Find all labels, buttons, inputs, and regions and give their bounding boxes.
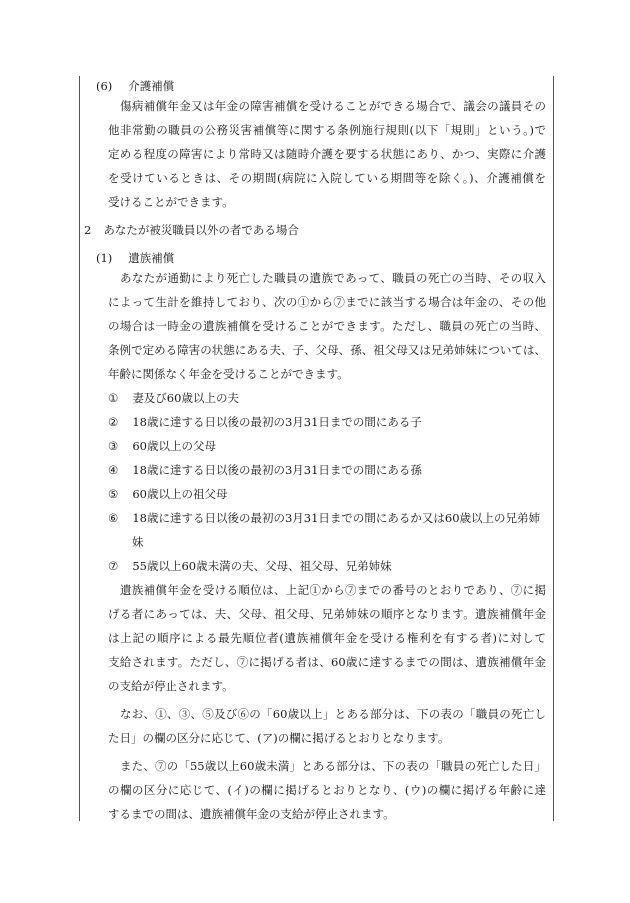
section-6-heading: (6) 介護補償 bbox=[96, 79, 175, 93]
section-1-line: によって生計を維持しており、次の①から⑦までに該当する場合は年金の、その他 bbox=[108, 295, 546, 309]
note2-line: の欄の区分に応じて、(イ)の欄に掲げるとおりとなり、(ウ)の欄に掲げる年齢に達 bbox=[108, 783, 546, 797]
order-paragraph-line: 支給されます。ただし、⑦に掲げる者は、60歳に達するまでの間は、遺族補償年金 bbox=[108, 655, 546, 669]
section-6-line: を受けているときは、その期間(病院に入院している期間等を除く。)、介護補償を bbox=[108, 171, 546, 185]
note2-line: また、⑦の「55歳以上60歳未満」とある部分は、下の表の「職員の死亡した日」 bbox=[120, 759, 546, 773]
list-item: ③ 60歳以上の父母 bbox=[108, 439, 216, 453]
section-1-line: 年齢に関係なく年金を受けることができます。 bbox=[108, 367, 349, 381]
list-item: ⑥ 18歳に達する日以後の最初の3月31日までの間にあるか又は60歳以上の兄弟姉 bbox=[108, 511, 541, 525]
left-border bbox=[79, 76, 80, 821]
order-paragraph-line: の支給が停止されます。 bbox=[108, 679, 234, 693]
right-border bbox=[553, 76, 554, 821]
section-6-line: 他非常勤の職員の公務災害補償等に関する条例施行規則(以下「規則」という。)で bbox=[108, 123, 546, 137]
order-paragraph-line: げる者にあっては、夫、父母、祖父母、兄弟姉妹の順序となります。遺族補償年金 bbox=[108, 607, 546, 621]
order-paragraph-line: 遺族補償年金を受ける順位は、上記①から⑦までの番号のとおりであり、⑦に掲 bbox=[120, 583, 546, 597]
note1-line: なお、①、③、⑤及び⑥の「60歳以上」とある部分は、下の表の「職員の死亡し bbox=[120, 707, 546, 721]
section-6-line: 定める程度の障害により常時又は随時介護を要する状態にあり、かつ、実際に介護 bbox=[108, 147, 546, 161]
section-6-line: 受けることができます。 bbox=[108, 195, 234, 209]
note1-line: た日」の欄の区分に応じて、(ア)の欄に掲げるとおりとなります。 bbox=[108, 731, 450, 745]
note2-line: するまでの間は、遺族補償年金の支給が停止されます。 bbox=[108, 807, 395, 821]
section-1-line: の場合は一時金の遺族補償を受けることができます。ただし、職員の死亡の当時、 bbox=[108, 319, 546, 333]
list-item: ② 18歳に達する日以後の最初の3月31日までの間にある子 bbox=[108, 415, 422, 429]
list-item: ④ 18歳に達する日以後の最初の3月31日までの間にある孫 bbox=[108, 463, 422, 477]
list-item: ⑦ 55歳以上60歳未満の夫、父母、祖父母、兄弟姉妹 bbox=[108, 559, 392, 573]
list-item: ⑤ 60歳以上の祖父母 bbox=[108, 487, 228, 501]
section-1-line: 条例で定める障害の状態にある夫、子、父母、孫、祖父母又は兄弟姉妹については、 bbox=[108, 343, 546, 357]
list-item-continuation: 妹 bbox=[132, 535, 144, 549]
section-1-heading: (1) 遺族補償 bbox=[96, 251, 175, 265]
section-1-line: あなたが通勤により死亡した職員の遺族であって、職員の死亡の当時、その収入 bbox=[120, 271, 546, 285]
list-item: ① 妻及び60歳以上の夫 bbox=[108, 391, 239, 405]
section-6-line: 傷病補償年金又は年金の障害補償を受けることができる場合で、議会の議員その bbox=[120, 99, 546, 113]
section-2-heading: 2 あなたが被災職員以外の者である場合 bbox=[84, 223, 299, 237]
order-paragraph-line: は上記の順序による最先順位者(遺族補償年金を受ける権利を有する者)に対して bbox=[108, 631, 546, 645]
